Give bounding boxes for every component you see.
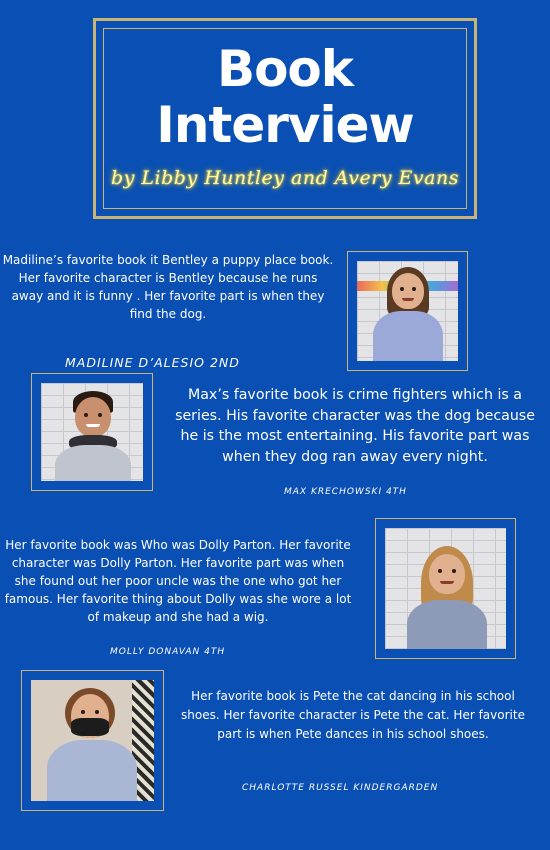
interview-4-photo-frame — [21, 670, 164, 811]
student-photo-icon — [41, 383, 143, 481]
interview-3-photo-frame — [375, 518, 516, 659]
title-line-2: Interview — [156, 96, 414, 154]
student-photo-icon — [385, 528, 506, 649]
title-line-1: Book — [216, 40, 354, 98]
interview-1-photo-frame — [347, 251, 468, 371]
interview-3-name: MOLLY DONAVAN 4TH — [110, 647, 226, 657]
title-frame — [93, 18, 477, 219]
interview-4-name: CHARLOTTE RUSSEL KINDERGARDEN — [242, 783, 439, 793]
interview-1-text: Madiline’s favorite book it Bentley a puppy place book. Her favorite character is Bentley because he runs away and it is funny . Her favorite part is when they find the dog. — [2, 253, 334, 321]
interview-1-name: MADILINE D’ALESIO 2ND — [65, 355, 240, 370]
interview-2-text: Max’s favorite book is crime fighters which is a series. His favorite character was the dog because he is the most entertaining. His favorite part was when they dog ran away every night. — [175, 387, 535, 465]
student-photo-icon — [31, 680, 154, 801]
interview-3-text: Her favorite book was Who was Dolly Parton. Her favorite character was Dolly Parton. Her favorite part was when she found out her poor uncle was the one who got her famous. Her favorite thing about Dolly was she wore a lot of makeup and she had a wig. — [4, 538, 352, 624]
interview-2-name: MAX KRECHOWSKI 4TH — [284, 487, 407, 497]
student-photo-icon — [357, 261, 458, 361]
byline: by Libby Huntley and Avery Evans — [111, 167, 459, 189]
interview-2-photo-frame — [31, 373, 153, 491]
interview-4-text: Her favorite book is Pete the cat dancing in his school shoes. Her favorite character is Pete the cat. Her favorite part is when Pete dances in his school shoes. — [181, 689, 525, 741]
